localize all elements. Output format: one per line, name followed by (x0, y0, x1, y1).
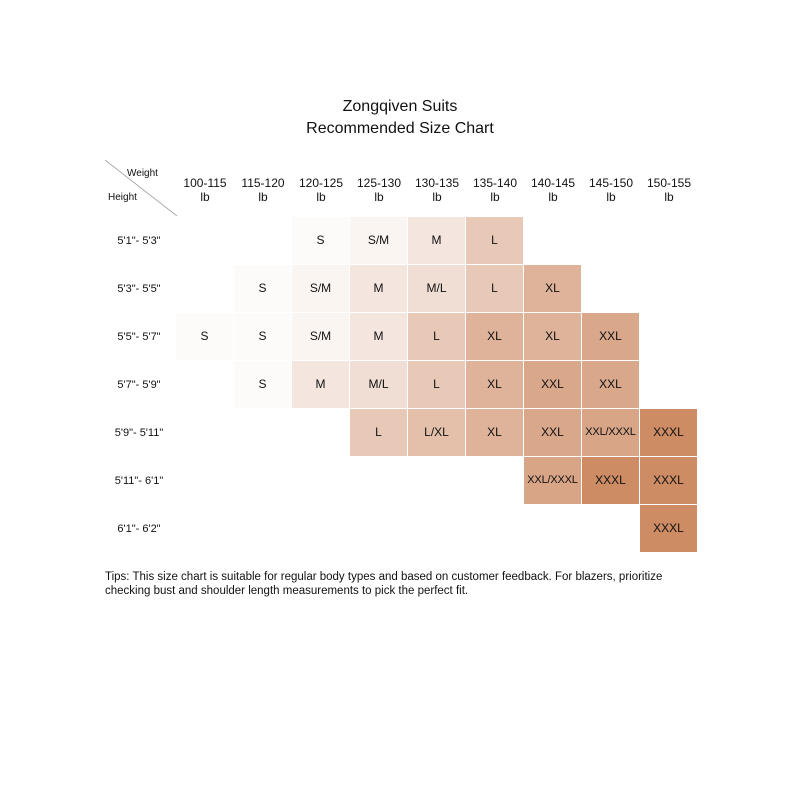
column-header-unit: lb (664, 190, 674, 204)
size-cell: XXXL (640, 457, 697, 504)
row-header: 5'7"- 5'9" (117, 379, 161, 391)
column-header-125-130 (350, 176, 408, 204)
column-header-range: 100-115 (183, 176, 227, 190)
chart-title-line1: Zongqiven Suits (342, 98, 458, 115)
size-cell: S (234, 313, 291, 360)
size-cell: L (466, 265, 523, 312)
row-header: 5'3"- 5'5" (117, 283, 161, 295)
column-header-range: 145-150 (588, 176, 634, 190)
column-header-range: 125-130 (356, 176, 402, 190)
size-cell: XXL (582, 313, 639, 360)
row-header: 5'1"- 5'3" (117, 235, 161, 247)
column-header-unit: lb (316, 190, 326, 204)
size-cell: XL (524, 265, 581, 312)
column-header-range: 130-135 (414, 176, 460, 190)
column-header-130-135 (408, 176, 466, 204)
row-header: 5'5"- 5'7" (117, 331, 161, 343)
size-cell: L (408, 313, 465, 360)
column-header-unit: lb (548, 190, 558, 204)
size-cell: XXL (524, 361, 581, 408)
size-cell: M (350, 265, 407, 312)
size-cell: L (350, 409, 407, 456)
column-header-range: 120-125 (298, 176, 344, 190)
size-cell: XXL (524, 409, 581, 456)
size-cell: S (292, 217, 349, 264)
column-header-range: 140-145 (530, 176, 576, 190)
size-cell: M/L (408, 265, 465, 312)
row-header: 5'9"- 5'11" (114, 427, 164, 439)
row-header: 5'11"- 6'1" (114, 475, 164, 487)
column-header-150-155 (640, 176, 698, 204)
size-cell: L (408, 361, 465, 408)
column-header-135-140 (466, 176, 524, 204)
column-header-120-125 (292, 176, 350, 204)
size-cell: XXXL (640, 505, 697, 552)
column-header-unit: lb (490, 190, 500, 204)
size-cell: S/M (292, 265, 349, 312)
column-header-145-150 (582, 176, 640, 204)
column-header-range: 115-120 (241, 176, 285, 190)
height-axis-label: Height (108, 192, 137, 203)
size-cell: XL (524, 313, 581, 360)
column-header-unit: lb (374, 190, 384, 204)
size-cell: XXXL (640, 409, 697, 456)
size-cell: XL (466, 409, 523, 456)
size-cell: M (292, 361, 349, 408)
size-cell: XXXL (582, 457, 639, 504)
table-corner-header (105, 160, 177, 216)
size-cell: L (466, 217, 523, 264)
size-cell: M (408, 217, 465, 264)
column-header-unit: lb (200, 190, 210, 204)
size-cell: S (176, 313, 233, 360)
column-header-unit: lb (258, 190, 268, 204)
size-cell: M/L (350, 361, 407, 408)
column-header-range: 150-155 (646, 176, 692, 190)
size-cell: XXL (582, 361, 639, 408)
row-header: 6'1"- 6'2" (117, 523, 161, 535)
size-cell: XL (466, 313, 523, 360)
weight-axis-label: Weight (127, 168, 158, 179)
column-header-100-115 (176, 176, 234, 204)
size-cell: S (234, 265, 291, 312)
size-cell: XXL/XXXL (524, 457, 581, 504)
column-header-range: 135-140 (472, 176, 518, 190)
size-cell: M (350, 313, 407, 360)
size-cell: S/M (350, 217, 407, 264)
tips-note: Tips: This size chart is suitable for regular body types and based on customer feedback. For blazers, prioritize checking bust and shoulder length measurements to pick the perfect fit. (105, 571, 663, 597)
column-header-unit: lb (432, 190, 442, 204)
size-cell: XL (466, 361, 523, 408)
chart-title-line2: Recommended Size Chart (306, 120, 494, 137)
column-header-unit: lb (606, 190, 616, 204)
size-cell: L/XL (408, 409, 465, 456)
size-cell: S (234, 361, 291, 408)
column-header-115-120 (234, 176, 292, 204)
size-cell: XXL/XXXL (582, 409, 639, 456)
column-header-140-145 (524, 176, 582, 204)
size-cell: S/M (292, 313, 349, 360)
